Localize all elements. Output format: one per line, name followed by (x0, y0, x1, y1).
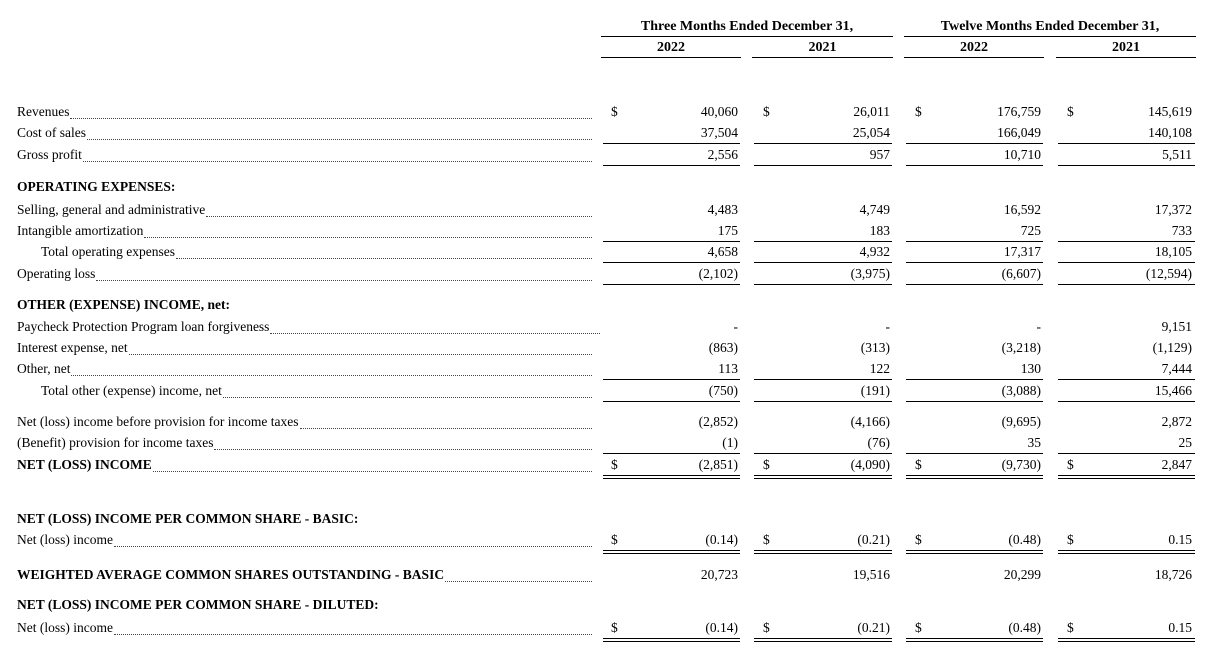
underline (1058, 165, 1195, 166)
cell-value: 15,466 (1154, 383, 1192, 398)
underline (754, 553, 892, 554)
underline (1058, 284, 1195, 285)
row-total-opex (0, 244, 1215, 265)
cell-value: (0.48) (1008, 620, 1041, 635)
cell-value: 20,723 (700, 567, 738, 582)
currency-symbol: $ (915, 457, 922, 472)
cell-value: 18,105 (1154, 244, 1192, 259)
currency-symbol: $ (763, 457, 770, 472)
underline (754, 641, 892, 642)
cell-value: 40,060 (700, 104, 738, 119)
currency-symbol: $ (915, 620, 922, 635)
cell-value: 0.15 (1168, 620, 1192, 635)
underline (1058, 641, 1195, 642)
currency-symbol: $ (763, 620, 770, 635)
currency-symbol: $ (1067, 457, 1074, 472)
row-label: Net (loss) income before provision for income taxes (17, 414, 299, 429)
cell-value: (0.14) (705, 620, 738, 635)
underline (603, 641, 740, 642)
row-label: Selling, general and administrative (17, 202, 206, 217)
cell-value: (12,594) (1145, 266, 1192, 281)
row-intangible (0, 223, 1215, 244)
cell-value: - (1036, 319, 1041, 334)
row-label: Operating loss (17, 266, 96, 281)
cell-value: - (733, 319, 738, 334)
header-year-col1: 2022 (601, 40, 741, 58)
underline (603, 453, 740, 454)
underline (906, 165, 1043, 166)
row-pretax (0, 414, 1215, 435)
row-label: Paycheck Protection Program loan forgiveness (17, 319, 270, 334)
header-three-months (601, 19, 893, 37)
cell-value: 10,710 (1003, 147, 1041, 162)
currency-symbol: $ (915, 532, 922, 547)
underline (603, 284, 740, 285)
cell-value: 0.15 (1168, 532, 1192, 547)
cell-value: (76) (867, 435, 890, 450)
cell-value: 4,749 (859, 202, 890, 217)
underline (906, 553, 1043, 554)
underline (906, 241, 1043, 242)
underline (1058, 143, 1195, 144)
currency-symbol: $ (915, 104, 922, 119)
underline (754, 379, 892, 380)
underline (603, 165, 740, 166)
underline (603, 143, 740, 144)
cell-value: 2,556 (707, 147, 738, 162)
underline (906, 262, 1043, 263)
cell-value: (313) (860, 340, 890, 355)
cell-value: 2,847 (1161, 457, 1192, 472)
cell-value: (4,166) (850, 414, 890, 429)
cell-value: (9,730) (1001, 457, 1041, 472)
cell-value: (750) (708, 383, 738, 398)
underline (906, 379, 1043, 380)
cell-value: (4,090) (850, 457, 890, 472)
row-label: Cost of sales (17, 125, 86, 140)
dot-leader (70, 104, 592, 119)
dot-leader (206, 202, 592, 217)
row-net-income (0, 457, 1215, 478)
underline (1058, 401, 1195, 402)
cell-value: (0.21) (857, 620, 890, 635)
header-twelve-months (904, 19, 1196, 37)
cell-value: (2,852) (698, 414, 738, 429)
underline (603, 241, 740, 242)
underline (1058, 550, 1195, 551)
underline (603, 379, 740, 380)
cell-value: 4,932 (859, 244, 890, 259)
header-twelve-months-label: Twelve Months Ended December 31, (904, 19, 1196, 37)
cell-value: (191) (860, 383, 890, 398)
currency-symbol: $ (1067, 620, 1074, 635)
cell-value: - (885, 319, 890, 334)
underline (1058, 478, 1195, 479)
cell-value: 166,049 (997, 125, 1041, 140)
dot-leader (270, 319, 600, 334)
cell-value: 16,592 (1003, 202, 1041, 217)
underline (754, 262, 892, 263)
underline (603, 475, 740, 476)
row-eps-diluted-line (0, 620, 1215, 641)
dot-leader (87, 125, 592, 140)
underline (754, 401, 892, 402)
cell-value: 5,511 (1162, 147, 1192, 162)
cell-value: (9,695) (1001, 414, 1041, 429)
underline (1058, 553, 1195, 554)
currency-symbol: $ (1067, 104, 1074, 119)
underline (754, 478, 892, 479)
cell-value: 2,872 (1161, 414, 1192, 429)
currency-symbol: $ (763, 532, 770, 547)
dot-leader (144, 223, 592, 238)
row-eps-basic-line (0, 532, 1215, 553)
dot-leader (71, 361, 592, 376)
row-label: Revenues (17, 104, 70, 119)
cell-value: 19,516 (852, 567, 890, 582)
row-revenues (0, 104, 1215, 125)
cell-value: 9,151 (1161, 319, 1192, 334)
cell-value: 17,372 (1154, 202, 1192, 217)
cell-value: 140,108 (1148, 125, 1192, 140)
underline (603, 550, 740, 551)
dot-leader (96, 266, 592, 281)
cell-value: 113 (718, 361, 738, 376)
section-eps-diluted: NET (LOSS) INCOME PER COMMON SHARE - DILUTED: (17, 597, 379, 612)
row-cost-of-sales (0, 125, 1215, 146)
row-ppp (0, 319, 1215, 340)
dot-leader (214, 435, 592, 450)
underline (906, 478, 1043, 479)
currency-symbol: $ (611, 532, 618, 547)
cell-value: (2,851) (698, 457, 738, 472)
cell-value: 4,658 (707, 244, 738, 259)
underline (906, 550, 1043, 551)
section-eps-basic: NET (LOSS) INCOME PER COMMON SHARE - BASIC: (17, 511, 359, 526)
underline (906, 453, 1043, 454)
dot-leader (176, 244, 592, 259)
underline (603, 638, 740, 639)
row-label: Total other (expense) income, net (41, 383, 222, 398)
dot-leader (223, 383, 592, 398)
currency-symbol: $ (611, 620, 618, 635)
cell-value: (1) (722, 435, 738, 450)
dot-leader (445, 567, 592, 582)
cell-value: (2,102) (698, 266, 738, 281)
dot-leader (114, 620, 592, 635)
cell-value: (0.21) (857, 532, 890, 547)
header-three-months-label: Three Months Ended December 31, (601, 19, 893, 37)
currency-symbol: $ (1067, 532, 1074, 547)
underline (603, 553, 740, 554)
cell-value: 25,054 (852, 125, 890, 140)
row-weighted-shares (0, 567, 1215, 588)
cell-value: 122 (869, 361, 890, 376)
row-label: Net (loss) income (17, 532, 113, 547)
currency-symbol: $ (611, 457, 618, 472)
cell-value: 26,011 (853, 104, 890, 119)
cell-value: 7,444 (1161, 361, 1192, 376)
row-sga (0, 202, 1215, 223)
row-label: Other, net (17, 361, 71, 376)
underline (1058, 379, 1195, 380)
cell-value: 37,504 (700, 125, 738, 140)
cell-value: (863) (708, 340, 738, 355)
underline (603, 478, 740, 479)
section-operating-expenses: OPERATING EXPENSES: (17, 179, 176, 194)
underline (603, 262, 740, 263)
underline (1058, 475, 1195, 476)
row-tax (0, 435, 1215, 456)
underline (906, 143, 1043, 144)
header-year-col3: 2022 (904, 40, 1044, 58)
cell-value: 20,299 (1003, 567, 1041, 582)
cell-value: 725 (1020, 223, 1041, 238)
dot-leader (83, 147, 592, 162)
underline (754, 143, 892, 144)
row-other-net (0, 361, 1215, 382)
underline (906, 284, 1043, 285)
cell-value: 17,317 (1003, 244, 1041, 259)
underline (1058, 262, 1195, 263)
row-label: WEIGHTED AVERAGE COMMON SHARES OUTSTANDING - BASIC (17, 567, 445, 582)
underline (754, 453, 892, 454)
dot-leader (153, 457, 592, 472)
row-label: Intangible amortization (17, 223, 144, 238)
row-label: Net (loss) income (17, 620, 113, 635)
dot-leader (114, 532, 592, 547)
row-label: NET (LOSS) INCOME (17, 457, 152, 472)
cell-value: 183 (869, 223, 890, 238)
cell-value: 957 (869, 147, 890, 162)
underline (603, 401, 740, 402)
cell-value: 18,726 (1154, 567, 1192, 582)
cell-value: 130 (1020, 361, 1041, 376)
underline (754, 284, 892, 285)
cell-value: 176,759 (997, 104, 1041, 119)
underline (1058, 241, 1195, 242)
section-other-income: OTHER (EXPENSE) INCOME, net: (17, 297, 231, 312)
cell-value: 35 (1027, 435, 1041, 450)
underline (906, 401, 1043, 402)
currency-symbol: $ (611, 104, 618, 119)
cell-value: (3,218) (1001, 340, 1041, 355)
header-year-col4: 2021 (1056, 40, 1196, 58)
cell-value: 145,619 (1148, 104, 1192, 119)
currency-symbol: $ (763, 104, 770, 119)
underline (754, 241, 892, 242)
cell-value: (0.14) (705, 532, 738, 547)
underline (754, 165, 892, 166)
underline (754, 550, 892, 551)
cell-value: (6,607) (1001, 266, 1041, 281)
cell-value: (1,129) (1152, 340, 1192, 355)
underline (754, 638, 892, 639)
cell-value: (0.48) (1008, 532, 1041, 547)
cell-value: (3,088) (1001, 383, 1041, 398)
row-label: Interest expense, net (17, 340, 128, 355)
underline (754, 475, 892, 476)
underline (1058, 638, 1195, 639)
row-label: Total operating expenses (41, 244, 176, 259)
row-interest (0, 340, 1215, 361)
dot-leader (129, 340, 592, 355)
cell-value: (3,975) (850, 266, 890, 281)
underline (1058, 453, 1195, 454)
row-label: Gross profit (17, 147, 82, 162)
row-gross-profit (0, 147, 1215, 168)
underline (906, 638, 1043, 639)
cell-value: 4,483 (707, 202, 738, 217)
row-label: (Benefit) provision for income taxes (17, 435, 214, 450)
row-total-other (0, 383, 1215, 404)
underline (906, 641, 1043, 642)
cell-value: 25 (1178, 435, 1192, 450)
row-operating-loss (0, 266, 1215, 287)
underline (906, 475, 1043, 476)
header-year-col2: 2021 (752, 40, 893, 58)
cell-value: 733 (1171, 223, 1192, 238)
cell-value: 175 (717, 223, 738, 238)
dot-leader (300, 414, 592, 429)
